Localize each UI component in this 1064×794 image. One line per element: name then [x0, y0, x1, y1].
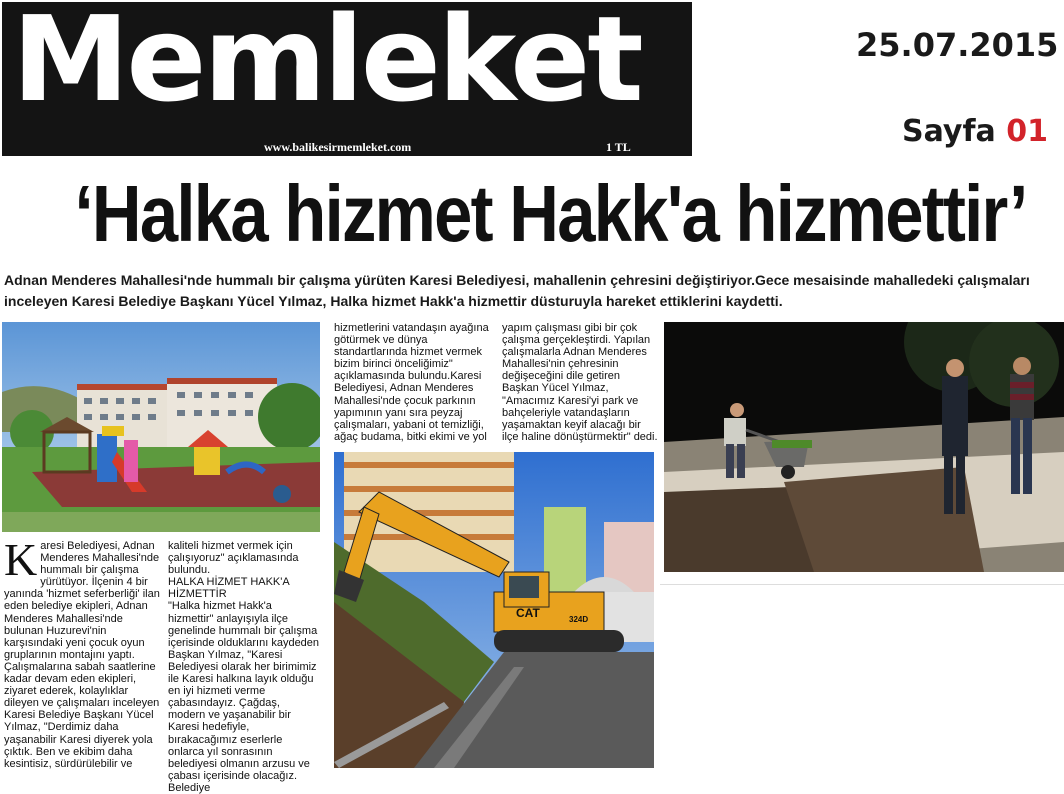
article-column-1: [4, 534, 164, 770]
issue-date: 25.07.2015: [856, 26, 1059, 64]
playground-photo: [2, 322, 320, 532]
page-number-value: 01: [1006, 114, 1048, 149]
price: 1 TL: [606, 140, 631, 154]
newspaper-name: Memleket: [12, 0, 641, 128]
masthead: [2, 2, 692, 156]
lead-paragraph: Adnan Menderes Mahallesi'nde hummalı bir çalışma yürüten Karesi Belediyesi, mahallenin çehresini değiştiriyor.Gece mesaisinde mahalledeki çalışmaları inceleyen Karesi Belediye Başkanı Yücel Yılmaz, Halka hizmet Hakk'a hizmettir düsturuyla hareket ettiklerini kaydetti.: [4, 272, 1030, 309]
article-column-2-text: "Halka hizmet Hakk'a hizmettir" anlayışıyla ilçe genelinde hummalı bir çalışma içerisinde olduklarını kaydeden Başkan Yılmaz, "Karesi Belediyesi olarak her birimimiz ile Karesi halkına layık olduğu en iyi hizmeti verme çabasındayız. Çağdaş, modern ve yaşanabilir bir Karesi hedefiyle, bırakacağımız eserlerle onlarca yıl sonrasının belediyesi olmanın arzusu ve çabası içerisinde olacağız. Belediye: [168, 600, 320, 794]
article-column-4: yapım çalışması gibi bir çok çalışma gerçekleştirdi. Yapılan çalışmalarla Adnan Menderes Mahallesi'nin çehresinin değişeceğini dile getiren Başkan Yücel Yılmaz, "Amacımız Karesi'yi park ve bahçeleriyle vatandaşların yaşamaktan keyif alacağı bir ilçe haline dönüştürmektir" dedi.: [502, 322, 658, 443]
article-subheading: HALKA HİZMET HAKK'A HİZMETTİR: [168, 576, 290, 601]
article-column-3: hizmetlerini vatandaşın ayağına götürmek ve dünya standartlarında hizmet vermek bizim birinci önceliğimiz" açıklamasında bulundu.Karesi Belediyesi, Adnan Menderes Mahallesi'nde çocuk parkının yapımının yanı sıra peyzaj çalışmaları, yabani ot temizliği, ağaç budama, bitki ekimi ve yol: [334, 322, 489, 443]
excavator-brand: CAT: [516, 606, 540, 620]
page-label: Sayfa: [902, 114, 996, 149]
page-number: [902, 114, 1048, 149]
website-url[interactable]: www.balikesirmemleket.com: [264, 140, 412, 154]
excavator-photo: [334, 452, 654, 768]
article-column-2: [168, 540, 320, 794]
divider: [660, 584, 1064, 585]
article-column-1-text: aresi Belediyesi, Adnan Menderes Mahallesi'nde hummalı bir çalışma yürütüyor. İlçenin 4 bir yanında 'hizmet seferberliği' ilan eden belediye ekipleri, Adnan Menderes Mahallesi'nde bulunan Huzurevi'nin karşısındaki yeni çocuk oyun gruplarının montajını yaptı. Çalışmalarına sabah saatlerine kadar devam eden ekipleri, ziyaret ederek, kolaylıklar dileyen ve çalışmaları inceleyen Karesi Belediye Başkanı Yücel Yılmaz, "Derdimiz daha yaşanabilir Karesi diyerek yola çıktık. Ben ve ekibim daha kesintisiz, sürdürülebilir ve: [4, 540, 160, 770]
article-column-2-intro: kaliteli hizmet vermek için çalışıyoruz" açıklamasında bulundu.: [168, 540, 299, 577]
excavator-model: 324D: [569, 615, 589, 624]
headline: ‘Halka hizmet Hakk'a hizmettir’: [74, 169, 1027, 258]
night-construction-photo: [664, 322, 1064, 572]
drop-cap: K: [4, 534, 38, 585]
